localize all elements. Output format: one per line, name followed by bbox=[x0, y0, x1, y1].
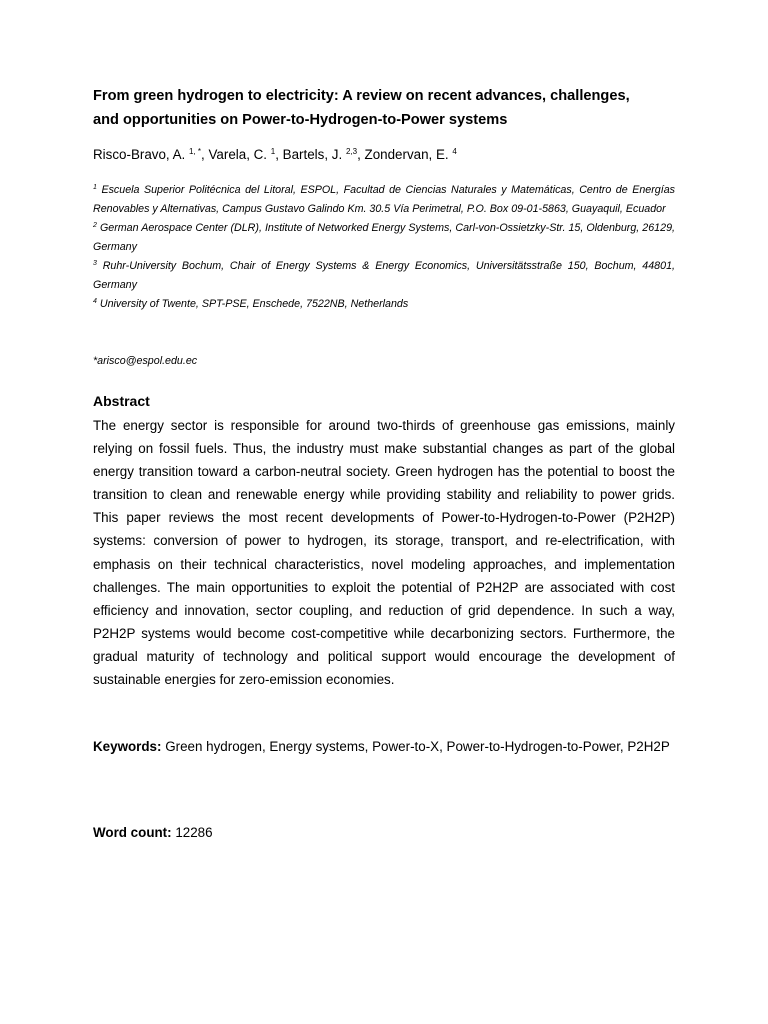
author-name: Zondervan, E. bbox=[364, 147, 449, 162]
affiliation-number: 1 bbox=[93, 184, 97, 191]
paper-title-line-2: and opportunities on Power-to-Hydrogen-to-Power systems bbox=[93, 112, 508, 128]
word-count-value: 12286 bbox=[175, 825, 213, 840]
affiliation-item bbox=[93, 219, 675, 257]
author-separator: , bbox=[357, 147, 365, 162]
author-list bbox=[93, 146, 675, 164]
keywords-label: Keywords: bbox=[93, 739, 162, 754]
affiliation-text: German Aerospace Center (DLR), Institute of Networked Energy Systems, Carl-von-Ossietzky-Str. 15, Oldenburg, 26129, Germany bbox=[93, 222, 675, 253]
author-separator: , bbox=[275, 147, 283, 162]
author-name: Varela, C. bbox=[208, 147, 268, 162]
paper-title bbox=[93, 84, 675, 132]
keywords bbox=[93, 735, 675, 758]
affiliation-item bbox=[93, 295, 675, 314]
keywords-text: Green hydrogen, Energy systems, Power-to-X, Power-to-Hydrogen-to-Power, P2H2P bbox=[165, 739, 670, 754]
abstract-text: The energy sector is responsible for around two-thirds of greenhouse gas emissions, mainly relying on fossil fuels. Thus, the industry must make substantial changes as part of the global energy transition toward a carbon-neutral society. Green hydrogen has the potential to boost the transition to clean and renewable energy while providing stability and reliability to power grids. This paper reviews the most recent developments of Power-to-Hydrogen-to-Power (P2H2P) systems: conversion of power to hydrogen, its storage, transport, and re-electrification, with emphasis on their technical characteristics, novel modeling approaches, and implementation challenges. The main opportunities to exploit the potential of P2H2P are associated with cost efficiency and innovation, sector coupling, and reduction of grid dependence. In such a way, P2H2P systems would become cost-competitive while decarbonizing sectors. Furthermore, the gradual maturity of technology and political support would encourage the development of sustainable energies for zero-emission economies. bbox=[93, 418, 675, 688]
affiliation-text: Ruhr-University Bochum, Chair of Energy Systems & Energy Economics, Universitätsstraße 150, Bochum, 44801, Germany bbox=[93, 260, 675, 291]
author-affiliation-marker: 2,3 bbox=[345, 147, 358, 156]
affiliation-text: University of Twente, SPT-PSE, Enschede, 7522NB, Netherlands bbox=[99, 298, 409, 310]
word-count bbox=[93, 822, 213, 844]
affiliation-item bbox=[93, 257, 675, 295]
author-affiliation-marker: 4 bbox=[452, 147, 457, 156]
affiliation-number: 2 bbox=[93, 222, 97, 229]
word-count-label: Word count: bbox=[93, 825, 172, 840]
author-name: Risco-Bravo, A. bbox=[93, 147, 186, 162]
corresponding-email: *arisco@espol.edu.ec bbox=[93, 355, 198, 367]
affiliation-text: Escuela Superior Politécnica del Litoral, ESPOL, Facultad de Ciencias Naturales y Matemáticas, Centro de Energías Renovables y Alternativas, Campus Gustavo Galindo Km. 30.5 Vía Perimetral, P.O. Box 09-01-5863, Guayaquil, Ecuador bbox=[93, 184, 675, 215]
paper-title-line-1: From green hydrogen to electricity: A review on recent advances, challenges, bbox=[93, 88, 630, 104]
abstract-heading: Abstract bbox=[93, 393, 150, 409]
affiliation-number: 4 bbox=[93, 298, 97, 305]
author-separator: , bbox=[201, 147, 209, 162]
affiliation-list bbox=[93, 181, 675, 314]
affiliation-number: 3 bbox=[93, 260, 97, 267]
author-affiliation-marker: 1, * bbox=[189, 147, 202, 156]
author-name: Bartels, J. bbox=[282, 147, 343, 162]
affiliation-item bbox=[93, 181, 675, 219]
author-affiliation-marker: 1 bbox=[270, 147, 276, 156]
